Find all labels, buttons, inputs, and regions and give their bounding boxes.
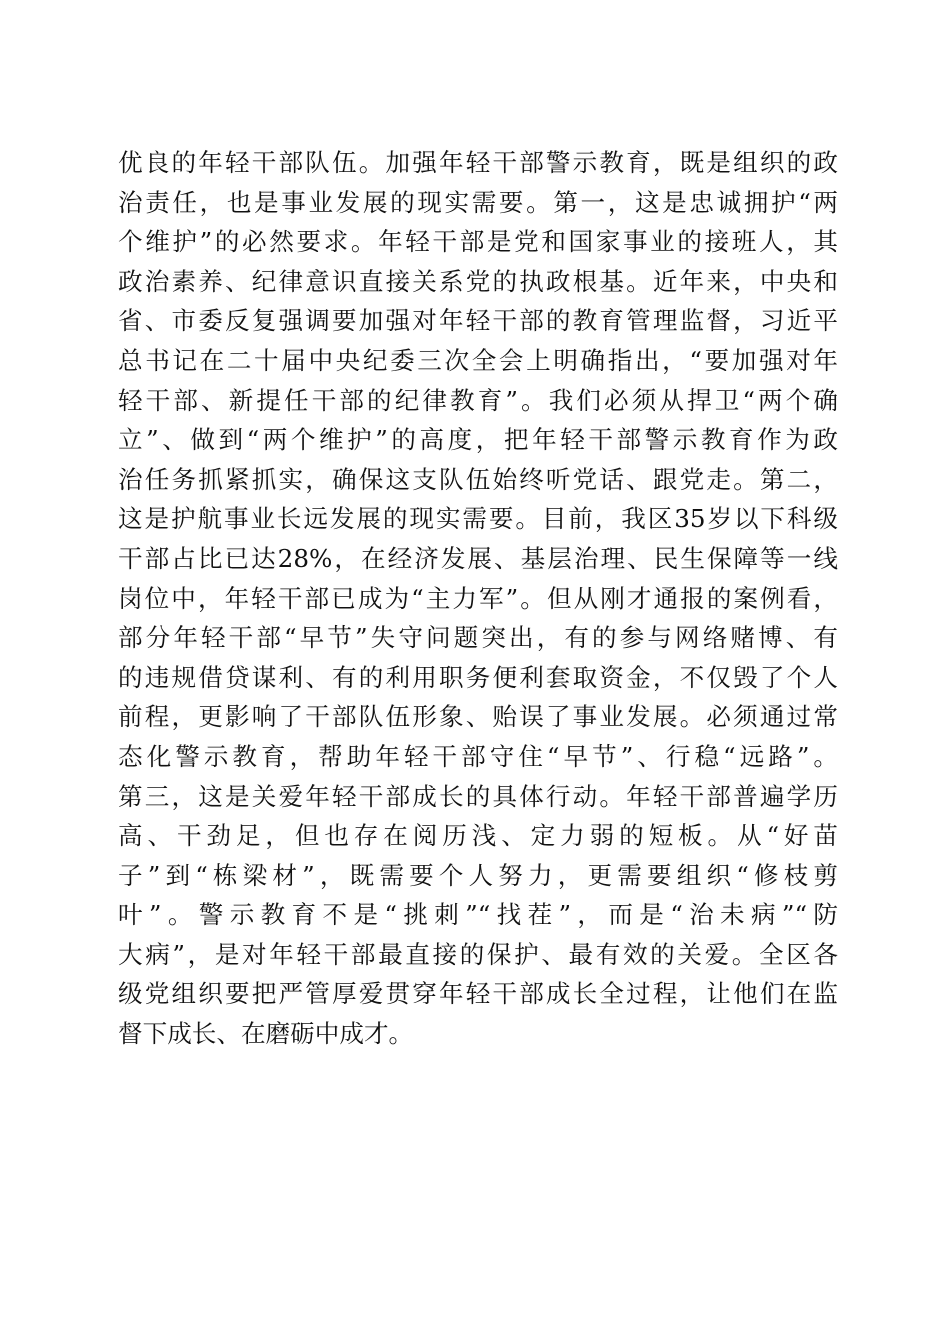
text-line: 总书记在二十届中央纪委三次全会上明确指出，“要加强对年 (118, 345, 838, 375)
text-line: 这是护航事业长远发展的现实需要。目前，我区35岁以下科级 (118, 504, 838, 534)
text-line: 省、市委反复强调要加强对年轻干部的教育管理监督，习近平 (118, 306, 838, 336)
text-line: 个维护”的必然要求。年轻干部是党和国家事业的接班人，其 (118, 227, 838, 257)
text-line: 政治素养、纪律意识直接关系党的执政根基。近年来，中央和 (118, 266, 838, 296)
text-line: 高、干劲足，但也存在阅历浅、定力弱的短板。从“好苗 (118, 821, 838, 851)
text-line: 部分年轻干部“早节”失守问题突出，有的参与网络赌博、有 (118, 623, 838, 653)
text-line: 优良的年轻干部队伍。加强年轻干部警示教育，既是组织的政 (118, 148, 838, 177)
text-line: 治任务抓紧抓实，确保这支队伍始终听党话、跟党走。第二， (118, 464, 838, 494)
text-line: 态化警示教育，帮助年轻干部守住“早节”、行稳“远路”。 (118, 741, 838, 771)
text-line: 立”、做到“两个维护”的高度，把年轻干部警示教育作为政 (118, 425, 838, 455)
text-line: 岗位中，年轻干部已成为“主力军”。但从刚才通报的案例看， (118, 583, 838, 613)
text-line: 大病”，是对年轻干部最直接的保护、最有效的关爱。全区各 (118, 939, 838, 969)
text-line-last: 督下成长、在磨砺中成才。 (118, 1019, 414, 1049)
text-line: 干部占比已达28%，在经济发展、基层治理、民生保障等一线 (118, 543, 838, 573)
text-line: 级党组织要把严管厚爱贯穿年轻干部成长全过程，让他们在监 (118, 979, 838, 1009)
text-line: 前程，更影响了干部队伍形象、贻误了事业发展。必须通过常 (118, 702, 838, 732)
text-line: 第三，这是关爱年轻干部成长的具体行动。年轻干部普遍学历 (118, 781, 838, 811)
text-line: 治责任，也是事业发展的现实需要。第一，这是忠诚拥护“两 (118, 187, 838, 217)
text-line: 子”到“栋梁材”，既需要个人努力，更需要组织“修枝剪 (118, 860, 838, 890)
text-line: 叶”。警示教育不是“挑刺”“找茬”，而是“治未病”“防 (118, 900, 838, 930)
body-paragraph (118, 143, 838, 1054)
text-line: 轻干部、新提任干部的纪律教育”。我们必须从捍卫“两个确 (118, 385, 838, 415)
text-line: 的违规借贷谋利、有的利用职务便利套取资金，不仅毁了个人 (118, 662, 838, 692)
